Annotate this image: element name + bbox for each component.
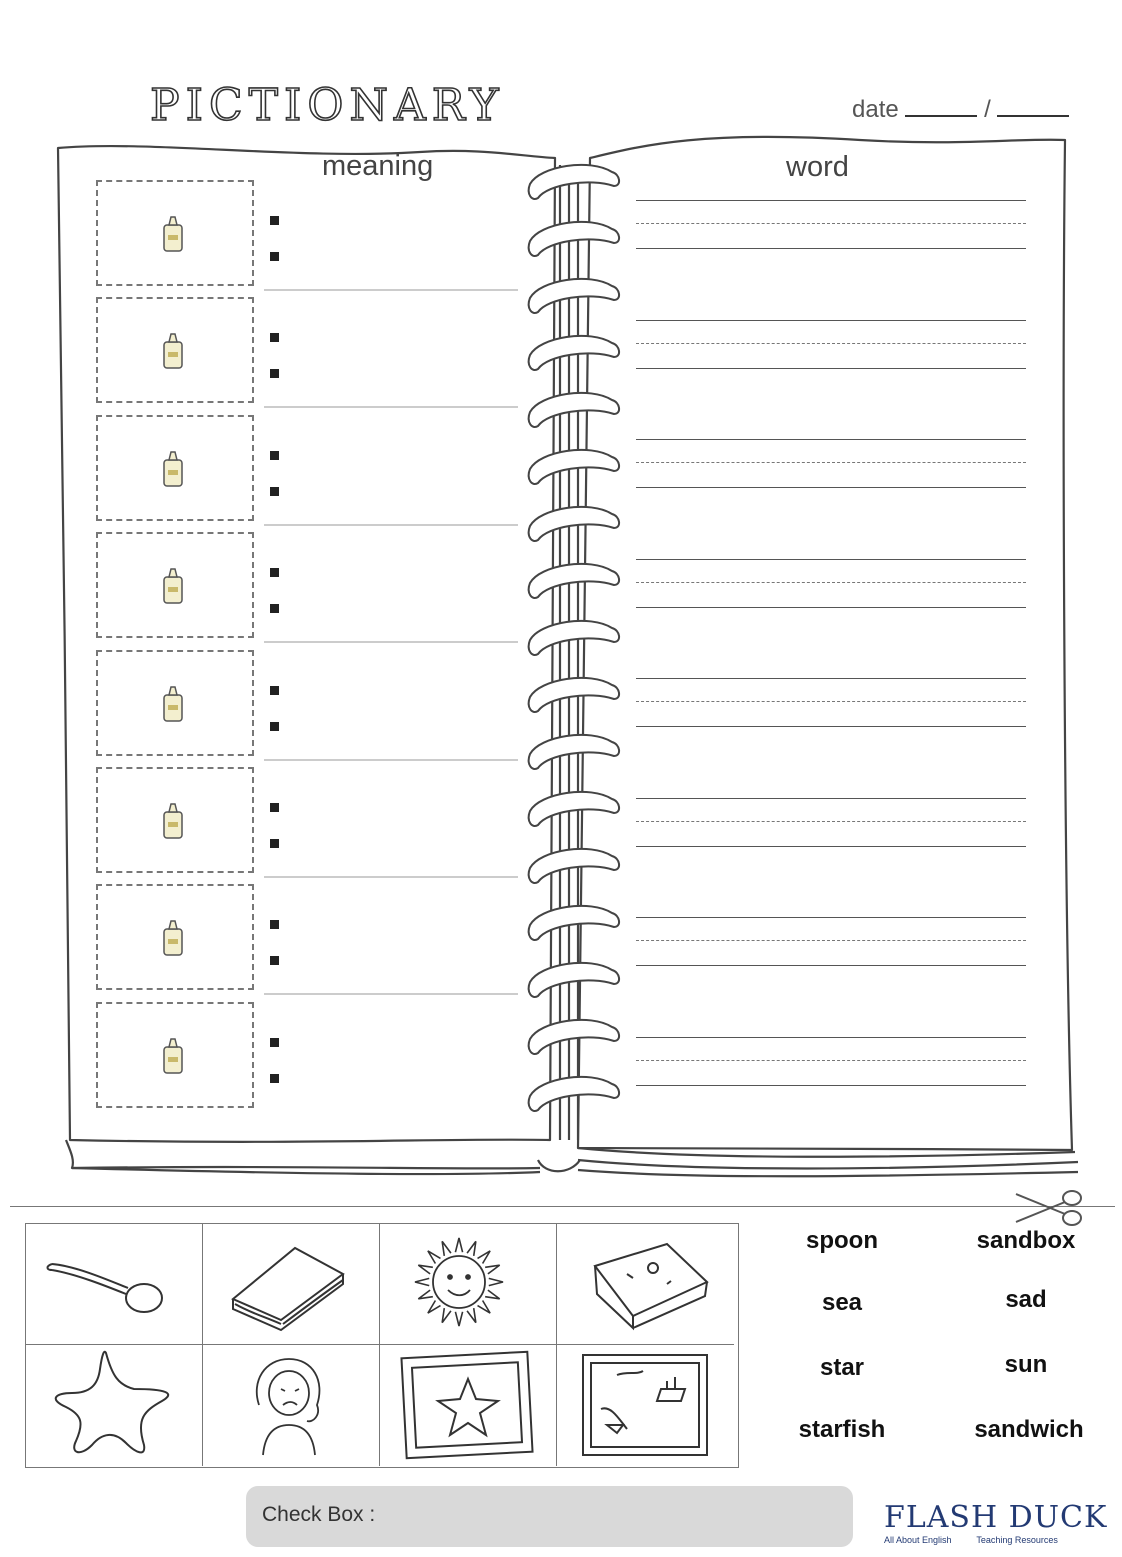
word-line-base[interactable] — [636, 1085, 1026, 1086]
sun-ray — [467, 1308, 476, 1323]
word-line-mid — [636, 343, 1026, 344]
page-title: PICTIONARY — [150, 80, 505, 131]
word-bank-item: sea — [821, 1289, 863, 1316]
glue-picture-box[interactable] — [96, 1002, 254, 1108]
sun-ray — [418, 1290, 433, 1299]
spiral-ring — [529, 1077, 619, 1111]
spiral-ring — [529, 165, 619, 199]
spiral-ring — [529, 336, 619, 370]
word-line-mid — [636, 462, 1026, 463]
sun-ray — [415, 1278, 429, 1285]
spiral-ring — [529, 222, 619, 256]
bullet-point — [270, 686, 279, 695]
meaning-separator — [264, 406, 518, 408]
bullet-point — [270, 333, 279, 342]
spiral-ring — [529, 279, 619, 313]
picture-cell-star-picture[interactable] — [380, 1345, 557, 1466]
sun-ray — [442, 1308, 451, 1323]
word-heading: word — [786, 151, 849, 183]
glue-picture-box[interactable] — [96, 884, 254, 990]
meaning-separator — [264, 524, 518, 526]
spiral-ring — [529, 735, 619, 769]
sun-ray — [418, 1265, 433, 1274]
date-separator: / — [984, 96, 991, 123]
picture-bank — [25, 1223, 739, 1468]
glue-bottle-icon — [161, 332, 185, 372]
bullet-point — [270, 568, 279, 577]
glue-bottle-icon — [161, 567, 185, 607]
word-line-top[interactable] — [636, 320, 1026, 321]
meaning-separator — [264, 289, 518, 291]
meaning-separator — [264, 876, 518, 878]
glue-picture-box[interactable] — [96, 767, 254, 873]
glue-picture-box[interactable] — [96, 650, 254, 756]
glue-picture-box[interactable] — [96, 297, 254, 403]
logo-sub-right: Teaching Resources — [976, 1535, 1058, 1545]
sun-ray — [489, 1278, 503, 1285]
sea-picture-icon — [557, 1345, 734, 1466]
word-bank-item: starfish — [798, 1416, 886, 1443]
word-line-base[interactable] — [636, 368, 1026, 369]
bullet-point — [270, 369, 279, 378]
picture-cell-sad-girl[interactable] — [203, 1345, 380, 1466]
word-line-top[interactable] — [636, 439, 1026, 440]
bullet-point — [270, 216, 279, 225]
spiral-ring — [529, 792, 619, 826]
bullet-point — [270, 839, 279, 848]
bullet-point — [270, 722, 279, 731]
spoon-icon — [26, 1224, 203, 1345]
sun-ray — [442, 1241, 451, 1256]
sun-ray — [455, 1312, 462, 1326]
spiral-ring — [529, 393, 619, 427]
meaning-separator — [264, 759, 518, 761]
logo-main-text: FLASH DUCK — [884, 1500, 1108, 1535]
scissors-icon — [1012, 1186, 1084, 1230]
meaning-separator — [264, 993, 518, 995]
picture-cell-starfish[interactable] — [26, 1345, 203, 1466]
picture-cell-sandwich[interactable] — [203, 1224, 380, 1345]
word-line-mid — [636, 582, 1026, 583]
sun-ray — [485, 1290, 500, 1299]
word-line-base[interactable] — [636, 487, 1026, 488]
spiral-ring — [529, 621, 619, 655]
picture-cell-spoon[interactable] — [26, 1224, 203, 1345]
glue-bottle-icon — [161, 450, 185, 490]
word-bank-item: sun — [1004, 1351, 1048, 1378]
spiral-ring — [529, 564, 619, 598]
sun-ray — [455, 1238, 462, 1252]
picture-cell-sun[interactable] — [380, 1224, 557, 1345]
word-bank-item: sandwich — [974, 1416, 1084, 1443]
word-line-mid — [636, 1060, 1026, 1061]
word-line-base[interactable] — [636, 965, 1026, 966]
bullet-point — [270, 252, 279, 261]
spiral-ring — [529, 450, 619, 484]
bullet-point — [270, 920, 279, 929]
glue-picture-box[interactable] — [96, 415, 254, 521]
word-bank-item: star — [819, 1354, 865, 1381]
word-line-base[interactable] — [636, 846, 1026, 847]
bullet-point — [270, 604, 279, 613]
sandwich-icon — [203, 1224, 380, 1345]
sun-ray — [478, 1251, 491, 1264]
glue-picture-box[interactable] — [96, 532, 254, 638]
meaning-separator — [264, 641, 518, 643]
check-box[interactable] — [246, 1486, 853, 1547]
sun-ray — [485, 1265, 500, 1274]
glue-bottle-icon — [161, 919, 185, 959]
sandbox-icon — [557, 1224, 734, 1345]
starfish-icon — [26, 1345, 203, 1466]
sun-ray — [478, 1301, 491, 1314]
spiral-ring — [529, 1020, 619, 1054]
word-line-mid — [636, 223, 1026, 224]
word-bank-item: sandbox — [976, 1227, 1076, 1254]
flash-duck-logo — [884, 1500, 1107, 1545]
word-line-top[interactable] — [636, 559, 1026, 560]
meaning-heading: meaning — [322, 150, 434, 182]
glue-bottle-icon — [161, 802, 185, 842]
bullet-point — [270, 487, 279, 496]
spiral-ring — [529, 963, 619, 997]
glue-bottle-icon — [161, 1037, 185, 1077]
picture-cell-sandbox[interactable] — [557, 1224, 734, 1345]
spiral-ring — [529, 849, 619, 883]
cut-line — [10, 1206, 1115, 1207]
word-line-top[interactable] — [636, 917, 1026, 918]
word-line-top[interactable] — [636, 798, 1026, 799]
sun-ray — [428, 1301, 441, 1314]
word-line-mid — [636, 821, 1026, 822]
word-bank-item: spoon — [806, 1227, 878, 1254]
word-bank-item: sad — [1005, 1286, 1047, 1313]
logo-sub-left: All About English — [884, 1535, 952, 1545]
word-line-mid — [636, 940, 1026, 941]
glue-bottle-icon — [161, 685, 185, 725]
sun-icon — [380, 1224, 557, 1345]
bullet-point — [270, 803, 279, 812]
picture-cell-sea-picture[interactable] — [557, 1345, 734, 1466]
date-label: date — [852, 96, 899, 123]
spiral-ring — [529, 906, 619, 940]
bullet-point — [270, 1074, 279, 1083]
glue-bottle-icon — [161, 215, 185, 255]
word-line-top[interactable] — [636, 678, 1026, 679]
sad-girl-icon — [203, 1345, 380, 1466]
word-line-base[interactable] — [636, 248, 1026, 249]
word-line-mid — [636, 701, 1026, 702]
star-picture-icon — [380, 1345, 557, 1466]
spiral-ring — [529, 678, 619, 712]
word-line-top[interactable] — [636, 1037, 1026, 1038]
word-line-base[interactable] — [636, 607, 1026, 608]
sun-ray — [467, 1241, 476, 1256]
glue-picture-box[interactable] — [96, 180, 254, 286]
bullet-point — [270, 1038, 279, 1047]
sun-ray — [428, 1251, 441, 1264]
spiral-ring — [529, 507, 619, 541]
bullet-point — [270, 956, 279, 965]
word-line-base[interactable] — [636, 726, 1026, 727]
check-box-label: Check Box : — [262, 1503, 376, 1526]
bullet-point — [270, 451, 279, 460]
word-line-top[interactable] — [636, 200, 1026, 201]
